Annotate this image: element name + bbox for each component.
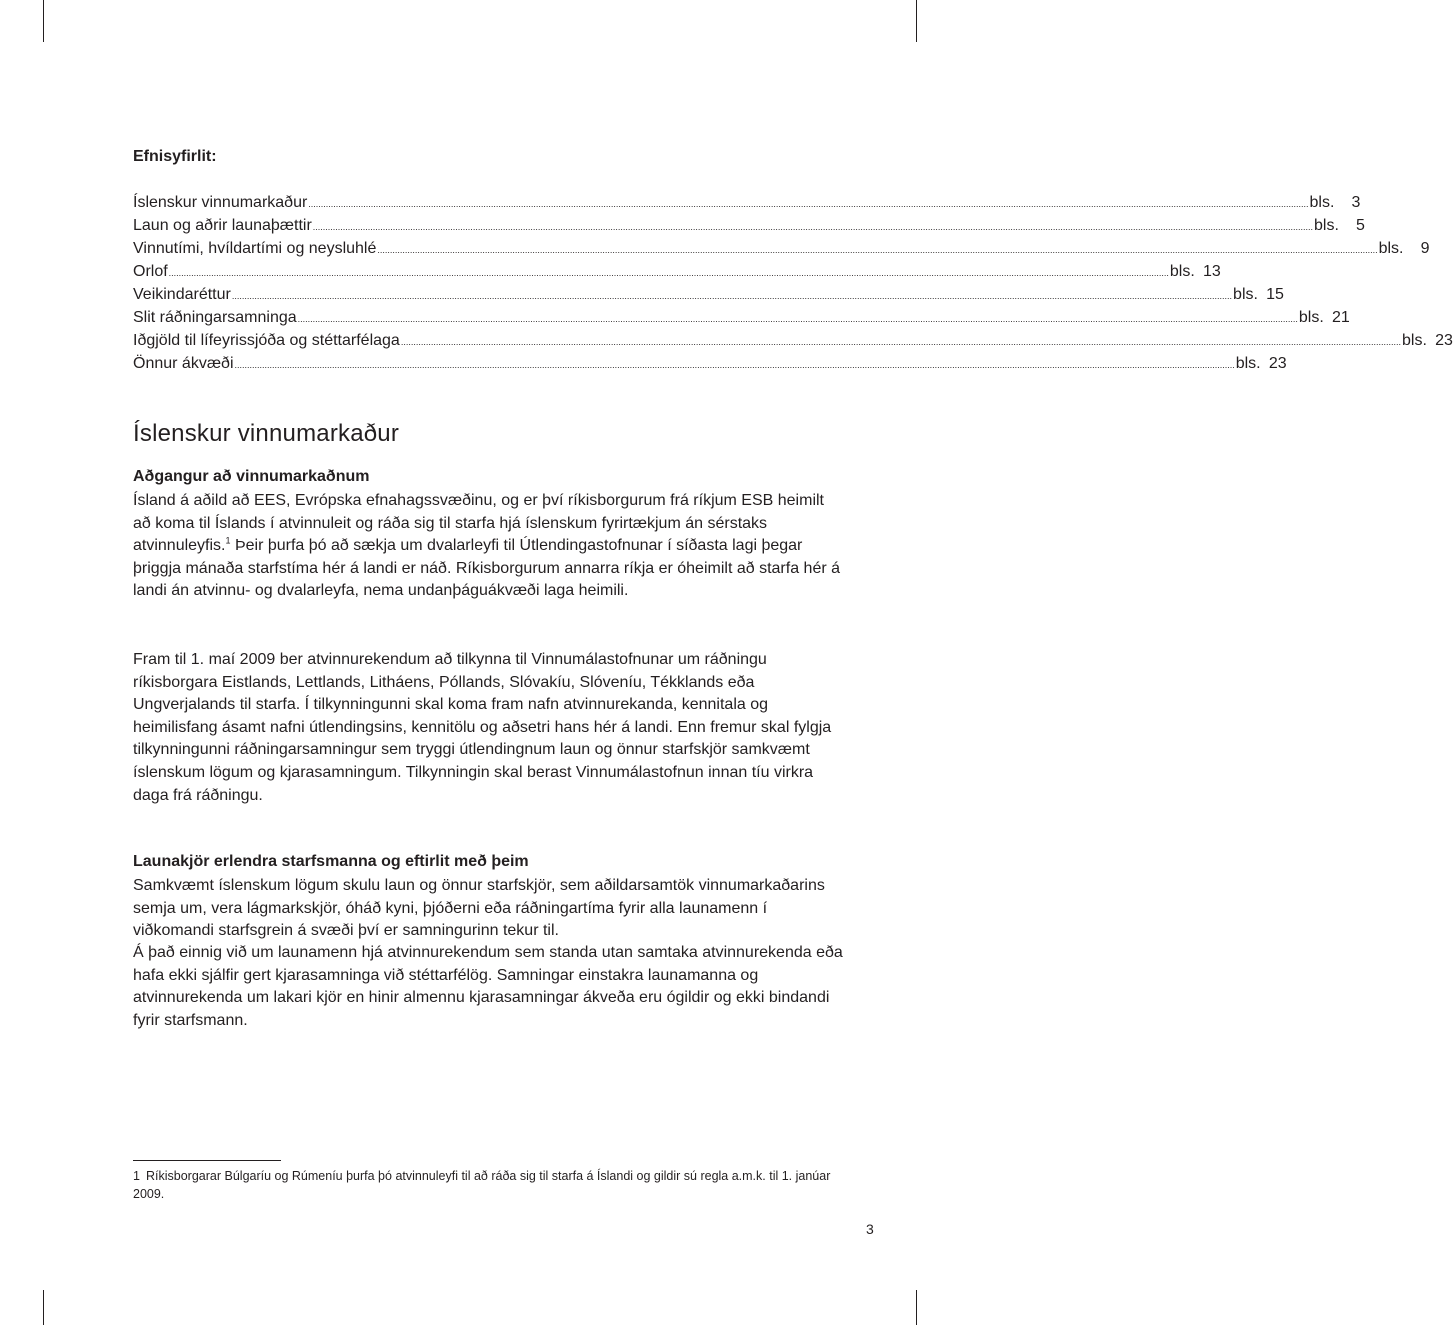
toc-heading: Efnisyfirlit: xyxy=(133,148,217,165)
toc-entry[interactable] xyxy=(133,306,1350,329)
paragraph-notification: Fram til 1. maí 2009 ber atvinnurekendum að tilkynna til Vinnumálastofnunar um ráðningu ríkisborgara Eistlands, Lettlands, Litháens, Póllands, Slóvakíu, Slóveníu, Tékklands eða Ungverjalands til starfa. Í tilkynningunni skal koma fram nafn atvinnurekanda, kennitala og heimilisfang ásamt nafni útlendingsins, kennitölu og aðsetri hans hér á landi. Enn fremur skal fylgja tilkynningunni ráðningarsamningur sem tryggi útlendingnum laun og önnur starfskjör samkvæmt íslenskum lögum og kjarasamningum. Tilkynningin skal berast Vinnumálastofnun innan tíu virkra daga frá ráðningu. xyxy=(133,651,832,804)
toc-leader-dots: ................................................................................................................................................................................................................................................................................................................................................................................................................ xyxy=(297,314,1298,324)
toc-entry-page: 21 xyxy=(1331,309,1350,326)
paragraph-wages-2: Á það einnig við um launamenn hjá atvinnurekendum sem standa utan samtaka atvinnurekenda eða hafa ekki sjálfir gert kjarasamninga við stéttarfélög. Samningar einstakra launamanna og atvinnurekenda um lakari kjör en hinir almennu kjarasamningar ákveða eru ógildir og ekki bindandi fyrir starfsmann. xyxy=(133,944,843,1029)
toc-entry-page: 9 xyxy=(1420,240,1430,257)
crop-mark-left-bottom xyxy=(43,1290,44,1325)
toc-leader-dots: ................................................................................................................................................................................................................................................................................................................................................................................................................ xyxy=(168,268,1169,278)
footnote-reference[interactable]: 1 xyxy=(225,535,231,546)
table-of-contents xyxy=(133,191,1453,375)
toc-entry[interactable] xyxy=(133,191,1361,214)
toc-entry-bls: bls. xyxy=(1309,194,1335,211)
toc-entry-page: 3 xyxy=(1351,194,1361,211)
toc-entry-label: Önnur ákvæði xyxy=(133,355,234,372)
toc-entry-page: 15 xyxy=(1266,286,1284,303)
toc-leader-dots: ................................................................................................................................................................................................................................................................................................................................................................................................................ xyxy=(312,222,1313,232)
toc-leader-dots: ................................................................................................................................................................................................................................................................................................................................................................................................................ xyxy=(308,199,1309,209)
paragraph-access-part-1: Ísland á aðild að EES, Evrópska efnahagssvæðinu, og er því ríkisborgurum frá ríkjum ESB heimilt að koma til Íslands í atvinnuleit og ráða sig til starfa hjá íslenskum fyrirtækjum án sérstaks atvinnuleyfis. xyxy=(133,492,824,555)
toc-entry[interactable] xyxy=(133,329,1453,352)
toc-entry[interactable] xyxy=(133,260,1221,283)
paragraph-access xyxy=(133,490,843,603)
toc-entry[interactable] xyxy=(133,283,1284,306)
toc-leader-dots: ................................................................................................................................................................................................................................................................................................................................................................................................................ xyxy=(234,360,1235,370)
subsection-heading-access: Aðgangur að vinnumarkaðnum xyxy=(133,468,370,485)
toc-entry[interactable] xyxy=(133,237,1430,260)
footnote-number: 1 xyxy=(133,1169,140,1183)
paragraph-wages-1: Samkvæmt íslenskum lögum skulu laun og önnur starfskjör, sem aðildarsamtök vinnumarkaðarins semja um, vera lágmarkskjör, óháð kyni, þjóðerni eða ráðningartíma fyrir alla launamenn í viðkomandi starfsgrein á svæði því er samningurinn tekur til. xyxy=(133,877,825,940)
toc-entry-bls: bls. xyxy=(1235,355,1261,372)
toc-entry[interactable] xyxy=(133,352,1287,375)
crop-mark-right-bottom xyxy=(916,1290,917,1325)
toc-entry-bls: bls. xyxy=(1298,309,1324,326)
toc-leader-dots: ................................................................................................................................................................................................................................................................................................................................................................................................................ xyxy=(377,245,1378,255)
page-number: 3 xyxy=(866,1221,874,1237)
toc-entry-label: Veikindaréttur xyxy=(133,286,231,303)
paragraph-access-part-2: Þeir þurfa þó að sækja um dvalarleyfi til Útlendingastofnunar í síðasta lagi þegar þriggja mánaða starfstíma hér á landi er náð. Ríkisborgurum annarra ríkja er óheimilt að starfa hér á landi án atvinnu- og dvalarleyfa, nema undanþáguákvæði laga heimili. xyxy=(133,537,841,600)
toc-leader-dots: ................................................................................................................................................................................................................................................................................................................................................................................................................ xyxy=(231,291,1233,301)
toc-entry-label: Laun og aðrir launaþættir xyxy=(133,217,312,234)
toc-entry-bls: bls. xyxy=(1233,286,1258,303)
toc-entry-label: Orlof xyxy=(133,263,168,280)
subsection-heading-wages: Launakjör erlendra starfsmanna og eftirlit með þeim xyxy=(133,853,529,870)
toc-entry-label: Slit ráðningarsamninga xyxy=(133,309,297,326)
toc-entry-bls: bls. xyxy=(1169,263,1195,280)
toc-entry-page: 23 xyxy=(1435,332,1453,349)
section-title: Íslenskur vinnumarkaður xyxy=(133,420,400,447)
toc-entry-bls: bls. xyxy=(1313,217,1339,234)
toc-leader-dots: ................................................................................................................................................................................................................................................................................................................................................................................................................ xyxy=(400,337,1402,347)
toc-entry-page: 23 xyxy=(1268,355,1287,372)
toc-entry-bls: bls. xyxy=(1402,332,1427,349)
footnote-divider xyxy=(133,1160,281,1161)
toc-entry[interactable] xyxy=(133,214,1365,237)
toc-entry-label: Iðgjöld til lífeyrissjóða og stéttarfélaga xyxy=(133,332,400,349)
footnote xyxy=(133,1167,833,1203)
crop-mark-right xyxy=(916,0,917,42)
toc-entry-page: 5 xyxy=(1355,217,1365,234)
footnote-text: Ríkisborgarar Búlgaríu og Rúmeníu þurfa þó atvinnuleyfi til að ráða sig til starfa á Íslandi og gildir sú regla a.m.k. til 1. janúar 2009. xyxy=(133,1169,831,1201)
toc-entry-bls: bls. xyxy=(1378,240,1404,257)
toc-entry-label: Íslenskur vinnumarkaður xyxy=(133,194,308,211)
toc-entry-label: Vinnutími, hvíldartími og neysluhlé xyxy=(133,240,377,257)
crop-mark-left xyxy=(43,0,44,42)
toc-entry-page: 13 xyxy=(1202,263,1221,280)
